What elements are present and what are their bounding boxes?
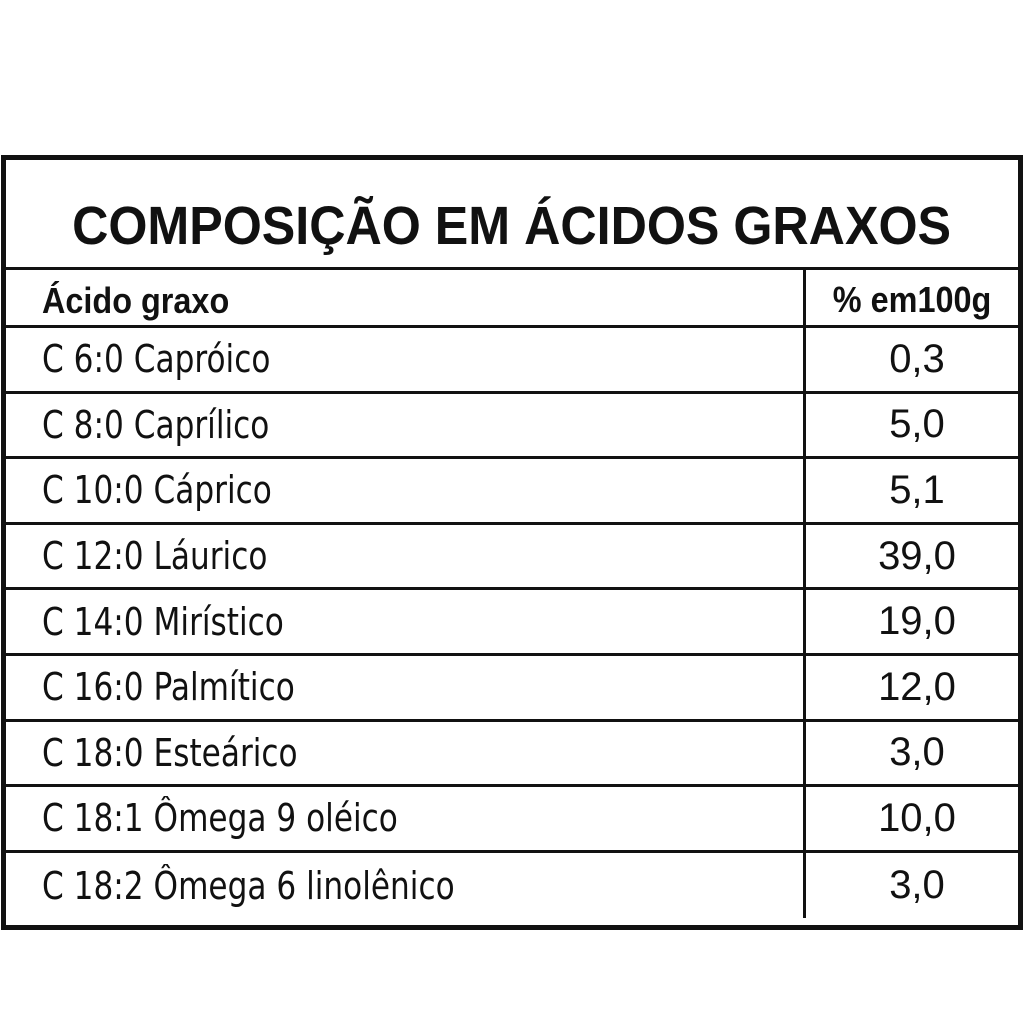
row-value-cell xyxy=(806,459,1018,522)
row-name-cell xyxy=(6,853,806,919)
table-row xyxy=(6,590,1018,656)
table-title-row xyxy=(6,160,1018,270)
row-name: C 18:0 Esteárico xyxy=(42,730,298,775)
row-value: 12,0 xyxy=(878,664,956,709)
row-value: 0,3 xyxy=(889,336,945,381)
header-cell-name xyxy=(6,270,806,325)
row-name: C 14:0 Mirístico xyxy=(42,599,284,644)
row-value-cell xyxy=(806,328,1018,391)
row-value-cell xyxy=(806,853,1018,919)
row-name: C 18:1 Ômega 9 oléico xyxy=(42,796,398,841)
row-value-cell xyxy=(806,656,1018,719)
row-name-cell xyxy=(6,722,806,785)
table-row xyxy=(6,394,1018,460)
header-cell-value xyxy=(806,270,1018,325)
row-value: 3,0 xyxy=(889,730,945,775)
table-header-row xyxy=(6,270,1018,328)
row-value-cell xyxy=(806,394,1018,457)
table-row xyxy=(6,853,1018,919)
row-name-cell xyxy=(6,459,806,522)
row-name: C 10:0 Cáprico xyxy=(42,468,272,513)
table-row xyxy=(6,459,1018,525)
row-name: C 18:2 Ômega 6 linolênico xyxy=(42,863,455,908)
row-name-cell xyxy=(6,656,806,719)
row-name-cell xyxy=(6,328,806,391)
fatty-acid-table xyxy=(1,155,1023,930)
row-value-cell xyxy=(806,722,1018,785)
header-value-label: % em100g xyxy=(832,278,992,320)
table-row xyxy=(6,328,1018,394)
row-value: 3,0 xyxy=(889,863,945,908)
table-title: COMPOSIÇÃO EM ÁCIDOS GRAXOS xyxy=(72,196,952,256)
table-row xyxy=(6,525,1018,591)
row-name-cell xyxy=(6,394,806,457)
row-name-cell xyxy=(6,590,806,653)
row-name: C 8:0 Caprílico xyxy=(42,402,270,447)
row-value: 5,0 xyxy=(889,402,945,447)
header-name-label: Ácido graxo xyxy=(42,279,230,321)
row-value: 39,0 xyxy=(878,533,956,578)
row-value-cell xyxy=(806,787,1018,850)
row-name: C 12:0 Láurico xyxy=(42,534,268,579)
table-row xyxy=(6,656,1018,722)
row-value-cell xyxy=(806,525,1018,588)
table-row xyxy=(6,722,1018,788)
row-value: 19,0 xyxy=(878,599,956,644)
row-name-cell xyxy=(6,787,806,850)
row-value: 10,0 xyxy=(878,795,956,840)
row-value-cell xyxy=(806,590,1018,653)
row-value: 5,1 xyxy=(889,467,945,512)
table-row xyxy=(6,787,1018,853)
row-name: C 6:0 Capróico xyxy=(42,337,271,382)
row-name-cell xyxy=(6,525,806,588)
row-name: C 16:0 Palmítico xyxy=(42,665,295,710)
